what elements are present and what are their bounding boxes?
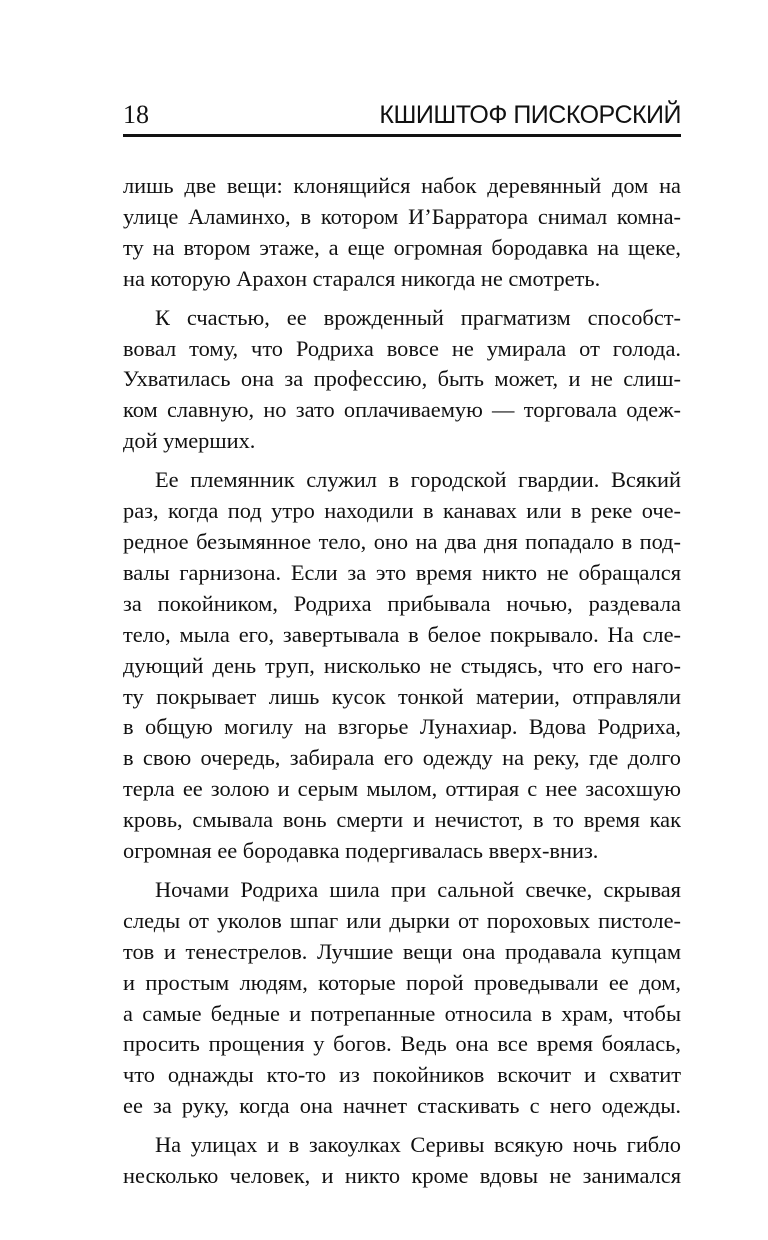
text-line: тело, мыла его, завертывала в белое покрывало. На сле- [123, 621, 681, 647]
text-line: тов и тенестрелов. Лучшие вещи она продавала купцам [123, 938, 681, 964]
body-text [123, 171, 681, 1200]
text-line: ее за руку, когда она начнет стаскивать с него одежды. [123, 1093, 681, 1119]
text-line: в свою очередь, забирала его одежду на реку, где долго [123, 745, 681, 771]
text-line: несколько человек, и никто кроме вдовы не занимался [123, 1163, 681, 1189]
text-line: что однажды кто-то из покойников вскочит и схватит [123, 1062, 681, 1088]
text-line: а самые бедные и потрепанные относила в храм, чтобы [123, 1000, 681, 1026]
text-line: К счастью, ее врожденный прагматизм способст- [155, 304, 681, 330]
paragraph-4 [123, 875, 681, 1122]
paragraph-1 [123, 171, 681, 295]
text-line: терла ее золою и серым мылом, оттирая с нее засохшую [123, 776, 681, 802]
text-line: ту покрывает лишь кусок тонкой материи, отправляли [123, 683, 681, 709]
text-line: вовал тому, что Родриха вовсе не умирала от голода. [123, 335, 681, 361]
text-line: в общую могилу на взгорье Лунахиар. Вдова Родриха, [123, 714, 681, 740]
text-line: и простым людям, которые порой проведывали ее дом, [123, 969, 681, 995]
text-line: лишь две вещи: клонящийся набок деревянный дом на [123, 173, 681, 198]
text-line: за покойником, Родриха прибывала ночью, раздевала [123, 590, 681, 616]
text-line: кровь, смывала вонь смерти и нечистот, в то время как [123, 807, 681, 833]
text-line: Ночами Родриха шила при сальной свечке, скрывая [155, 876, 681, 902]
paragraph-2 [123, 303, 681, 458]
paragraph-3 [123, 465, 681, 867]
text-line: следы от уколов шпаг или дырки от пороховых пистоле- [123, 907, 681, 933]
text-line: Ее племянник служил в городской гвардии. Всякий [155, 467, 681, 493]
text-line: просить прощения у богов. Ведь она все время боялась, [123, 1031, 681, 1057]
text-line: ком славную, но зато оплачиваемую — торговала одеж- [123, 397, 681, 423]
running-header [123, 98, 681, 137]
text-line: огромная ее бородавка подергивалась вверх-вниз. [123, 838, 599, 864]
text-line: редное безымянное тело, оно на два дня попадало в под- [123, 528, 681, 554]
text-line: ту на втором этаже, а еще огромная бородавка на щеке, [123, 234, 681, 260]
text-line: дой умерших. [123, 428, 256, 454]
text-line: Ухватилась она за профессию, быть может, и не слиш- [123, 366, 681, 392]
text-line: валы гарнизона. Если за это время никто не обращался [123, 559, 681, 585]
text-line: на которую Арахон старался никогда не смотреть. [123, 265, 601, 291]
running-head-author: КШИШТОФ ПИСКОРСКИЙ [379, 101, 681, 129]
paragraph-5 [123, 1130, 681, 1192]
text-line: дующий день труп, нисколько не стыдясь, что его наго- [123, 652, 681, 678]
page-number: 18 [123, 100, 149, 129]
text-line: На улицах и в закоулках Серивы всякую ночь гибло [155, 1132, 681, 1158]
text-line: раз, когда под утро находили в канавах или в реке оче- [123, 498, 681, 524]
text-line: улице Аламинхо, в котором И’Барратора снимал комна- [123, 203, 681, 229]
